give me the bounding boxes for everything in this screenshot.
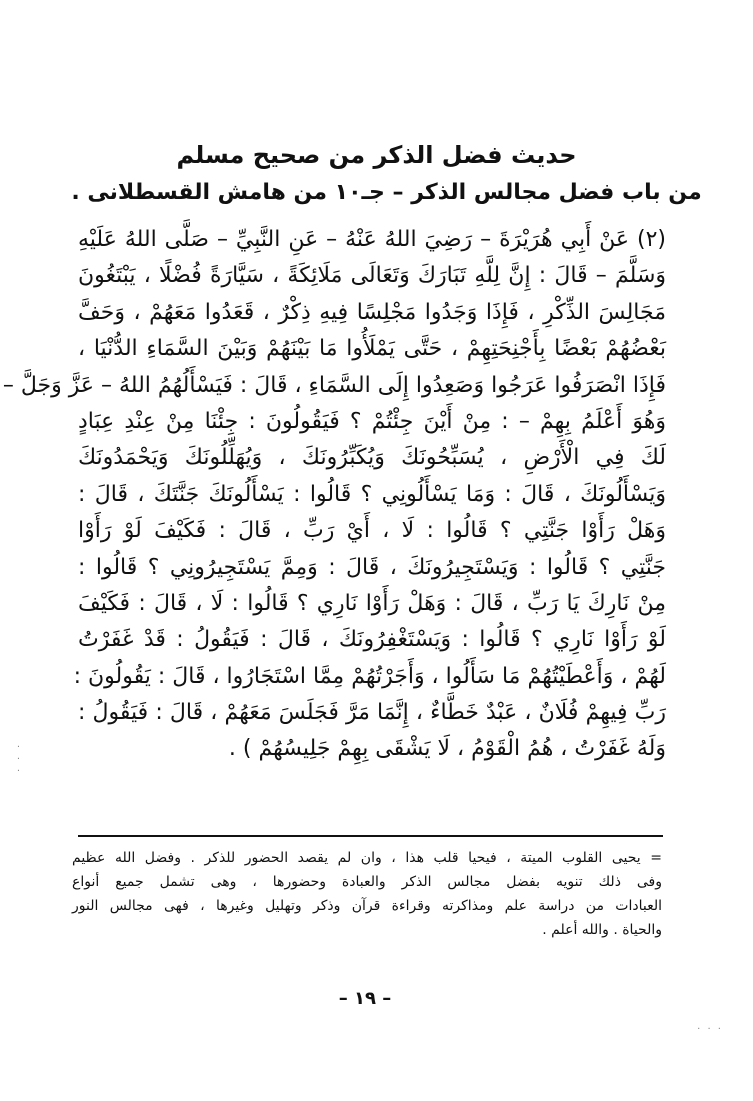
hadith-line: رَبِّ فِيهِمْ فُلَانٌ ، عَبْدٌ خَطَّاءٌ ، إِنَّمَا مَرَّ فَجَلَسَ مَعَهُمْ ، قَالَ : فَيَقُولُ :: [78, 700, 666, 726]
hadith-text: [2, 222, 666, 768]
hadith-line: بَعْضُهُمْ بَعْضًا بِأَجْنِحَتِهِمْ ، حَتَّى يَمْلَأُوا مَا بَيْنَهُمْ وَبَيْنَ السَّمَاءِ الدُّنْيَا ،: [78, 336, 666, 362]
page-number: – ١٩ –: [338, 988, 392, 1009]
hadith-line: (٢) عَنْ أَبِي هُرَيْرَةَ – رَضِيَ اللهُ عَنْهُ – عَنِ النَّبِيِّ – صَلَّى اللهُ عَلَيْهِ: [78, 227, 666, 252]
footnote-line: والحياة . والله أعلم .: [542, 922, 662, 938]
hadith-line: وَلَهُ غَفَرْتُ ، هُمُ الْقَوْمُ ، لَا يَشْقَى بِهِمْ جَلِيسُهُمْ ) .: [228, 736, 666, 762]
hadith-line: جَنَّتِي ؟ قَالُوا : وَيَسْتَجِيرُونَكَ ، قَالَ : وَمِمَّ يَسْتَجِيرُونِي ؟ قَالُوا :: [78, 554, 666, 580]
hadith-line: فَإِذَا انْصَرَفُوا عَرَجُوا وَصَعِدُوا إِلَى السَّمَاءِ ، قَالَ : فَيَسْأَلُهُمُ اللهُ – عَزَّ وَجَلَّ –: [2, 372, 666, 398]
footnote-line: العبادات من دراسة علم ومذاكرته وقراءة قرآن وذكر وتهليل وغيرها ، فهى مجالس النور: [72, 898, 662, 914]
hadith-line: لَهُمْ ، وَأَعْطَيْتُهُمْ مَا سَأَلُوا ، وَأَجَرْتُهُمْ مِمَّا اسْتَجَارُوا ، قَالَ : يَقُولُونَ :: [73, 663, 666, 689]
scan-dots: · · ·: [16, 742, 22, 777]
hadith-line: لَكَ فِي الْأَرْضِ ، يُسَبِّحُونَكَ وَيُكَبِّرُونَكَ ، وَيُهَلِّلُونَكَ وَيَحْمَدُونَكَ: [78, 445, 666, 471]
hadith-line: لَوْ رَأَوْا نَارِي ؟ قَالُوا : وَيَسْتَغْفِرُونَكَ ، قَالَ : فَيَقُولُ : قَدْ غَفَرْتُ: [78, 627, 666, 653]
hadith-line: وَسَلَّمَ – قَالَ : إِنَّ لِلَّهِ تَبَارَكَ وَتَعَالَى مَلَائِكَةً ، سَيَّارَةً فُضْلًا ، يَبْتَغُونَ: [78, 263, 666, 289]
page-subtitle: من باب فضل مجالس الذكر – جـ١٠ من هامش القسطلانى .: [71, 180, 702, 205]
hadith-line: وَهُوَ أَعْلَمُ بِهِمْ – : مِنْ أَيْنَ جِئْتُمْ ؟ فَيَقُولُونَ : جِئْنَا مِنْ عِنْدِ عِبَادٍ: [78, 408, 666, 434]
hadith-line: وَهَلْ رَأَوْا جَنَّتِي ؟ قَالُوا : لَا ، أَيْ رَبِّ ، قَالَ : فَكَيْفَ لَوْ رَأَوْا: [78, 518, 666, 544]
hadith-line: وَيَسْأَلُونَكَ ، قَالَ : وَمَا يَسْأَلُونِي ؟ قَالُوا : يَسْأَلُونَكَ جَنَّتَكَ ، قَالَ :: [78, 481, 666, 507]
footnote: [72, 846, 662, 942]
hadith-line: مَجَالِسَ الذِّكْرِ ، فَإِذَا وَجَدُوا مَجْلِسًا فِيهِ ذِكْرٌ ، قَعَدُوا مَعَهُمْ ، وَحَفَّ: [78, 299, 666, 325]
footnote-line: = يحيى القلوب الميتة ، فيحيا قلب هذا ، وان لم يقصد الحضور للذكر . وفضل الله عظيم: [72, 850, 662, 866]
hadith-line: مِنْ نَارِكَ يَا رَبِّ ، قَالَ : وَهَلْ رَأَوْا نَارِي ؟ قَالُوا : لَا ، قَالَ : فَكَيْفَ: [78, 590, 666, 616]
footnote-divider: [78, 835, 663, 837]
scan-dots: · · ·: [697, 1024, 723, 1035]
page-title: حديث فضل الذكر من صحيح مسلم: [176, 141, 577, 169]
footnote-line: وفى ذلك تنويه بفضل مجالس الذكر والعبادة وحضورها ، وهى تشمل جميع أنواع: [72, 874, 662, 890]
